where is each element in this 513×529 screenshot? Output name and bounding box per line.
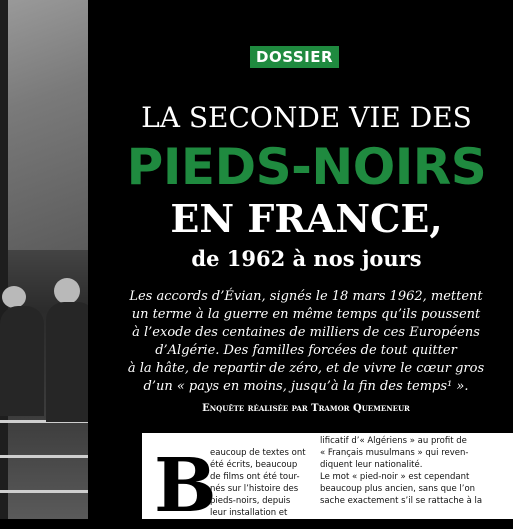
article-line: sache exactement s’il se rattache à la bbox=[320, 496, 483, 506]
lede-line: d’un « pays en moins, jusqu’à la fin des temps¹ ». bbox=[143, 379, 469, 394]
article-line: leur installation et bbox=[210, 508, 288, 518]
article-body bbox=[142, 433, 513, 529]
lede-line: à la hâte, de repartir de zéro, et de vivre le cœur gros bbox=[127, 361, 485, 376]
lede-paragraph bbox=[106, 288, 506, 396]
photo-person-head bbox=[2, 286, 26, 308]
headline-subtitle: de 1962 à nos jours bbox=[191, 246, 422, 271]
article-column-1 bbox=[210, 447, 306, 519]
lede-line: à l’exode des centaines de milliers de ces Européens bbox=[132, 325, 480, 340]
photo-tarpaulin bbox=[0, 0, 88, 250]
byline: Enquête réalisée par Tramor Quemeneur bbox=[202, 403, 410, 414]
lede-line: un terme à la guerre en même temps qu’ils poussent bbox=[131, 307, 481, 322]
article-line: nés sur l’histoire des bbox=[210, 484, 299, 494]
headline-line-3: EN FRANCE, bbox=[170, 196, 443, 241]
photo-person-body bbox=[0, 306, 44, 416]
headline-line-1: LA SECONDE VIE DES bbox=[141, 101, 472, 134]
lede-line: d’Algérie. Des familles forcées de tout quitter bbox=[155, 343, 457, 358]
headline-line-2: PIEDS-NOIRS bbox=[126, 138, 487, 196]
article-line: « Français musulmans » qui reven- bbox=[320, 448, 469, 458]
article-line: diquent leur nationalité. bbox=[320, 460, 423, 470]
article-line: pieds-noirs, depuis bbox=[210, 496, 291, 506]
photo-mast bbox=[0, 0, 8, 519]
article-line: Le mot « pied-noir » est cependant bbox=[320, 472, 470, 482]
lede-line: Les accords d’Évian, signés le 18 mars 1962, mettent bbox=[129, 289, 483, 304]
article-line: de films ont été tour- bbox=[210, 472, 300, 482]
article-line: beaucoup plus ancien, sans que l’on bbox=[320, 484, 476, 494]
article-line: eaucoup de textes ont bbox=[210, 448, 306, 458]
article-line: été écrits, beaucoup bbox=[210, 460, 298, 470]
photo-person-head bbox=[54, 278, 80, 304]
section-rubric: DOSSIER bbox=[250, 46, 339, 68]
article-line: lificatif d’« Algériens » au profit de bbox=[320, 436, 467, 446]
drop-cap: B bbox=[154, 443, 217, 529]
article-column-2 bbox=[320, 435, 500, 507]
